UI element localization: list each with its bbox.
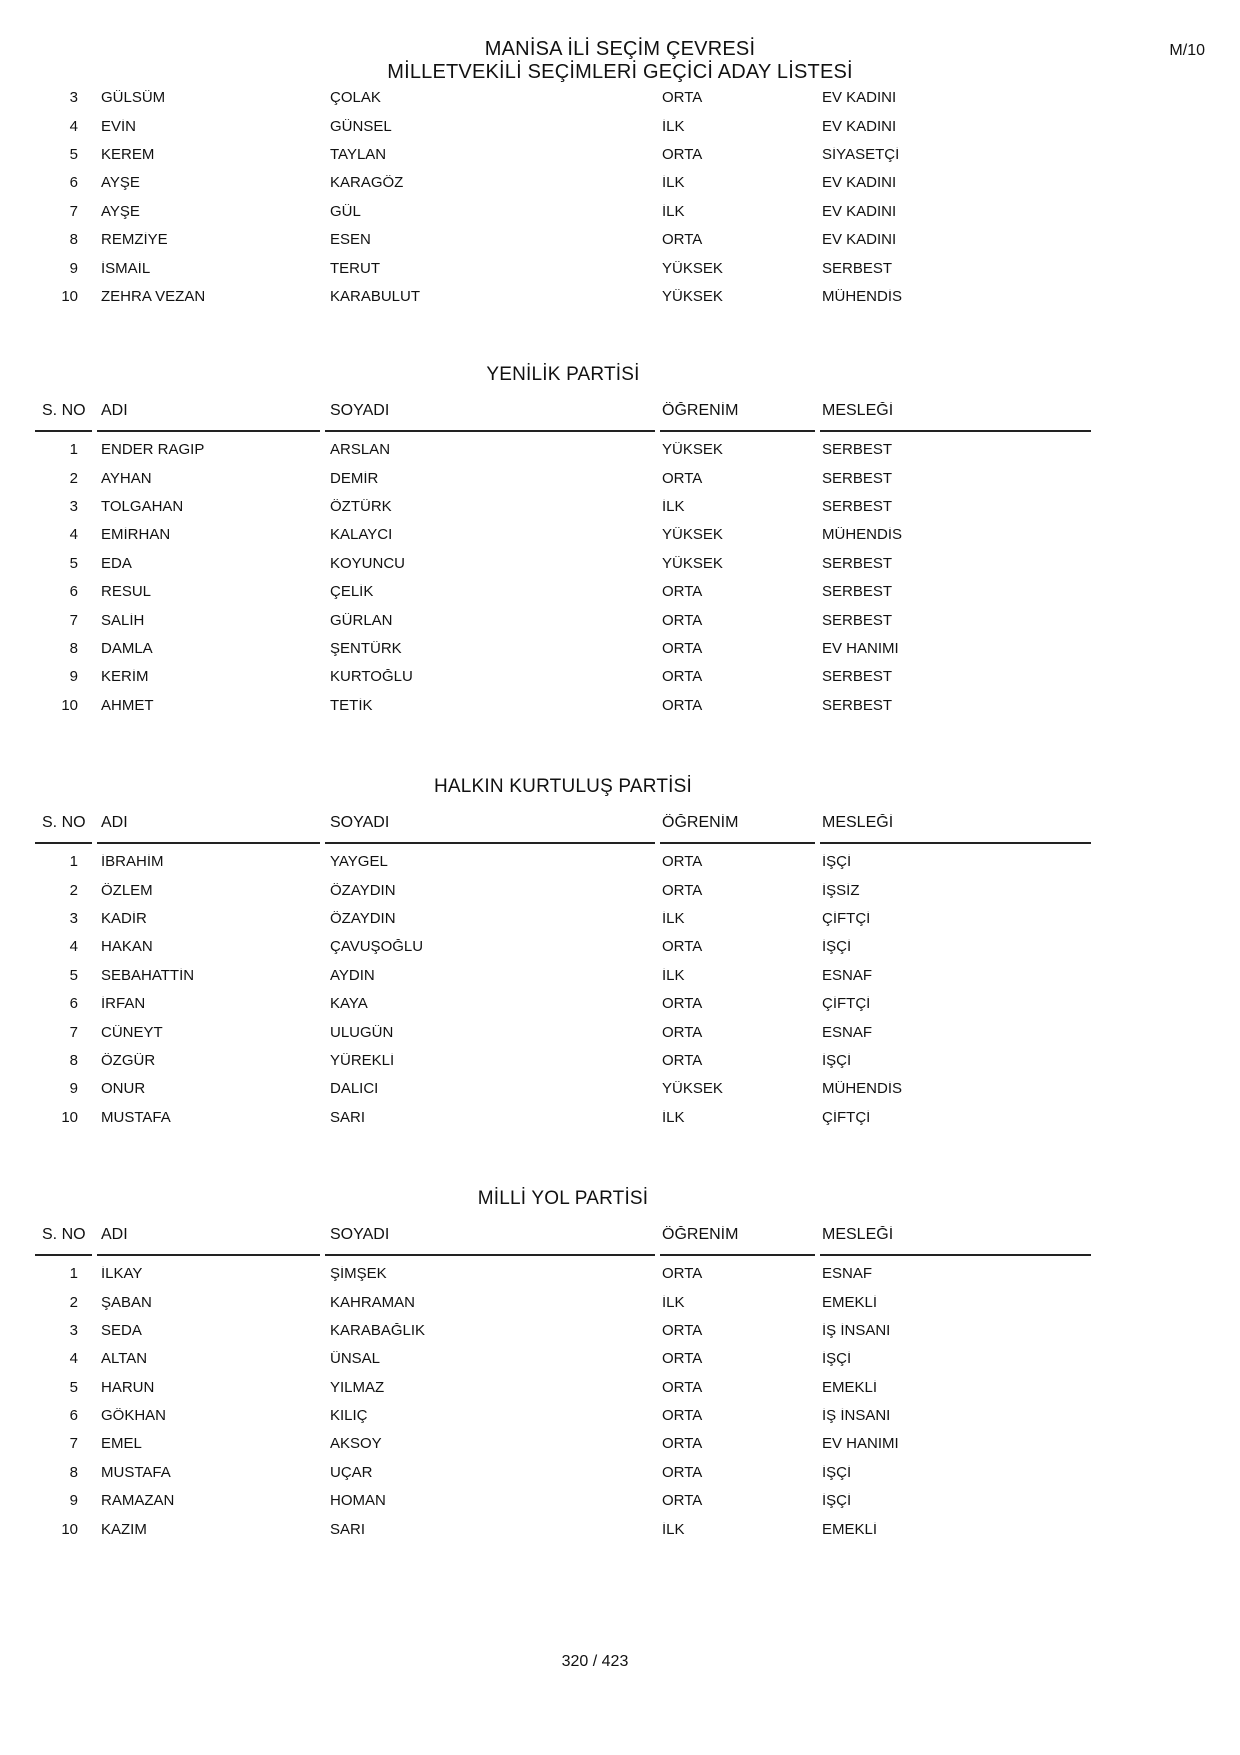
cell-adi: ÖZGÜR [101,1052,156,1069]
cell-meslegi: SERBEST [822,669,893,686]
cell-soyadi: AKSOY [330,1436,382,1453]
cell-sno: 6 [69,584,78,601]
column-header-meslegi: MESLEĞİ [820,814,1091,844]
cell-sno: 10 [61,288,78,305]
cell-sno: 2 [69,470,78,487]
cell-soyadi: SARI [330,1109,366,1126]
cell-soyadi: TERUT [330,260,380,277]
cell-ogrenim: ORTA [662,697,703,714]
cell-sno: 2 [69,882,78,899]
cell-sno: 5 [69,555,78,572]
cell-adi: MUSTAFA [101,1464,171,1481]
cell-sno: 10 [61,1521,78,1538]
cell-adi: İLKAY [101,1266,143,1283]
cell-adi: SEDA [101,1322,142,1339]
cell-adi: ONUR [101,1081,146,1098]
cell-soyadi: GÜRLAN [330,612,393,629]
cell-adi: SEBAHATTİN [101,967,195,984]
cell-ogrenim: YÜKSEK [662,442,723,459]
column-header-meslegi: MESLEĞİ [820,402,1091,432]
cell-ogrenim: ORTA [662,1024,703,1041]
table-row [35,84,1091,112]
table-row [35,1104,1091,1132]
cell-ogrenim: YÜKSEK [662,1081,723,1098]
cell-adi: AYŞE [101,175,140,192]
table-row [35,1345,1091,1373]
column-header-adi: ADI [97,402,320,432]
cell-meslegi: SERBEST [822,260,893,277]
cell-soyadi: KOYUNCU [330,555,406,572]
cell-adi: ÖZLEM [101,882,153,899]
cell-meslegi: İŞSİZ [822,882,860,899]
cell-sno: 8 [69,232,78,249]
table-row [35,1515,1091,1543]
cell-meslegi: ÇİFTÇİ [822,911,871,927]
cell-ogrenim: YÜKSEK [662,555,723,572]
party-title: HALKIN KURTULUŞ PARTİSİ [433,776,692,798]
cell-ogrenim: ORTA [662,1322,703,1339]
cell-adi: AYHAN [101,470,152,487]
cell-meslegi: SERBEST [822,470,893,487]
cell-soyadi: ÖZTÜRK [330,499,392,516]
cell-sno: 10 [61,1109,78,1126]
cell-ogrenim: ORTA [662,996,703,1013]
cell-adi: REMZİYE [101,232,168,249]
cell-meslegi: İŞÇİ [822,1493,852,1510]
cell-soyadi: ULUGÜN [330,1024,394,1041]
doc-code: M/10 [1169,42,1205,59]
cell-ogrenim: ORTA [662,854,703,871]
table-header-row [35,1226,1091,1256]
cell-meslegi: EMEKLİ [822,1294,878,1311]
cell-ogrenim: ORTA [662,641,703,658]
table-row [35,905,1091,933]
cell-soyadi: ÇAVUŞOĞLU [330,939,424,956]
cell-adi: DAMLA [101,641,153,658]
cell-ogrenim: İLK [662,499,685,516]
column-header-sno: S. NO [35,402,92,432]
cell-adi: SALİH [101,612,145,629]
cell-meslegi: ÇİFTÇİ [822,1109,871,1126]
table-body [35,436,1091,720]
cell-adi: İRFAN [101,996,146,1013]
column-header-soyadi: SOYADI [325,402,655,432]
cell-ogrenim: İLK [662,118,685,135]
cell-sno: 9 [69,669,78,686]
table-row [35,1459,1091,1487]
cell-soyadi: KARAGÖZ [330,175,404,192]
cell-meslegi: EMEKLİ [822,1379,878,1396]
table-row [35,226,1091,254]
party-section [35,777,1091,1132]
column-header-ogrenim: ÖĞRENİM [660,1226,815,1256]
cell-adi: GÖKHAN [101,1408,167,1425]
cell-soyadi: TETİK [330,697,373,714]
cell-ogrenim: ORTA [662,1052,703,1069]
cell-soyadi: KARABAĞLIK [330,1322,426,1339]
cell-meslegi: İŞÇİ [822,1351,852,1368]
cell-sno: 4 [69,1351,78,1368]
cell-sno: 1 [69,442,78,459]
cell-ogrenim: ORTA [662,146,703,163]
table-row [35,254,1091,282]
table-body [35,1260,1091,1544]
column-header-soyadi: SOYADI [325,814,655,844]
table-row [35,990,1091,1018]
party-title: MİLLİ YOL PARTİSİ [477,1187,649,1209]
cell-ogrenim: ORTA [662,1351,703,1368]
cell-adi: KEREM [101,146,155,163]
cell-sno: 8 [69,1464,78,1481]
cell-sno: 5 [69,1379,78,1396]
cell-adi: KERİM [101,669,149,686]
table-body [35,84,1091,311]
cell-soyadi: UÇAR [330,1464,373,1481]
cell-ogrenim: İLK [662,1521,685,1538]
column-header-adi: ADI [97,814,320,844]
cell-adi: EMİRHAN [101,527,171,544]
cell-sno: 3 [69,499,78,516]
table-row [35,550,1091,578]
cell-adi: AYŞE [101,203,140,220]
cell-meslegi: SERBEST [822,584,893,601]
table-header-row [35,814,1091,844]
cell-meslegi: EV KADINI [822,90,897,107]
cell-soyadi: DEMİR [330,470,379,487]
table-row [35,1018,1091,1046]
table-row [35,1374,1091,1402]
cell-meslegi: İŞ İNSANI [822,1322,891,1339]
table-row [35,436,1091,464]
cell-soyadi: GÜNSEL [330,118,392,135]
cell-adi: RESUL [101,584,152,601]
cell-ogrenim: ORTA [662,90,703,107]
cell-ogrenim: ORTA [662,1464,703,1481]
cell-meslegi: SİYASETÇİ [822,146,900,163]
cell-ogrenim: ORTA [662,232,703,249]
cell-meslegi: EV KADINI [822,232,897,249]
cell-meslegi: SERBEST [822,612,893,629]
cell-sno: 9 [69,1493,78,1510]
table-row [35,663,1091,691]
cell-sno: 7 [69,1024,78,1041]
table-row [35,283,1091,311]
cell-adi: AHMET [101,697,154,714]
table-row [35,493,1091,521]
cell-adi: CÜNEYT [101,1024,163,1041]
cell-soyadi: ÇELİK [330,584,374,601]
table-row [35,1047,1091,1075]
cell-meslegi: ESNAF [822,1024,873,1041]
cell-meslegi: EMEKLİ [822,1521,878,1538]
cell-ogrenim: ORTA [662,1408,703,1425]
table-row [35,1430,1091,1458]
cell-ogrenim: İLK [662,175,685,192]
cell-ogrenim: İLK [662,911,685,927]
cell-meslegi: MÜHENDİS [822,288,903,305]
cell-soyadi: YILMAZ [330,1379,385,1396]
cell-sno: 8 [69,641,78,658]
cell-meslegi: İŞÇİ [822,854,852,871]
cell-ogrenim: ORTA [662,1266,703,1283]
cell-sno: 4 [69,939,78,956]
party-section [35,365,1091,720]
cell-sno: 3 [69,911,78,927]
cell-ogrenim: ORTA [662,1436,703,1453]
cell-meslegi: SERBEST [822,499,893,516]
table-row [35,169,1091,197]
table-row [35,1288,1091,1316]
cell-meslegi: EV HANIMI [822,1436,899,1453]
table-header-row [35,402,1091,432]
cell-soyadi: ARSLAN [330,442,391,459]
cell-sno: 4 [69,118,78,135]
cell-ogrenim: ORTA [662,612,703,629]
column-header-meslegi: MESLEĞİ [820,1226,1091,1256]
cell-sno: 10 [61,697,78,714]
cell-adi: EDA [101,555,132,572]
cell-meslegi: İŞ İNSANI [822,1408,891,1425]
cell-soyadi: ÖZAYDIN [330,911,396,927]
cell-ogrenim: ORTA [662,669,703,686]
table-row [35,635,1091,663]
cell-sno: 5 [69,146,78,163]
cell-soyadi: SARI [330,1521,366,1538]
cell-ogrenim: İLK [662,1109,685,1126]
column-header-sno: S. NO [35,814,92,844]
cell-soyadi: AYDIN [330,967,375,984]
cell-soyadi: KURTOĞLU [330,669,413,686]
party-title: YENİLİK PARTİSİ [486,364,640,386]
cell-adi: İSMAİL [101,260,151,277]
cell-adi: RAMAZAN [101,1493,175,1510]
cell-sno: 1 [69,854,78,871]
cell-meslegi: İŞÇİ [822,1052,852,1069]
cell-meslegi: EV KADINI [822,175,897,192]
cell-ogrenim: ORTA [662,470,703,487]
party-section [35,1189,1091,1544]
cell-adi: HARUN [101,1379,155,1396]
cell-adi: EMEL [101,1436,142,1453]
table-row [35,1402,1091,1430]
cell-adi: ENDER RAGIP [101,442,205,459]
cell-soyadi: KARABULUT [330,288,421,305]
column-header-ogrenim: ÖĞRENİM [660,402,815,432]
table-row [35,1317,1091,1345]
page-footer: 320 / 423 [561,1653,629,1670]
table-row [35,112,1091,140]
column-header-sno: S. NO [35,1226,92,1256]
cell-adi: ALTAN [101,1351,148,1368]
cell-adi: ZEHRA VEZAN [101,288,206,305]
cell-sno: 4 [69,527,78,544]
cell-adi: KADİR [101,911,147,927]
cell-sno: 6 [69,996,78,1013]
table-row [35,848,1091,876]
cell-meslegi: SERBEST [822,555,893,572]
cell-sno: 6 [69,175,78,192]
cell-adi: MUSTAFA [101,1109,171,1126]
cell-sno: 7 [69,612,78,629]
cell-sno: 3 [69,1322,78,1339]
cell-adi: KAZIM [101,1521,147,1538]
cell-soyadi: YÜREKLİ [330,1052,395,1069]
candidate-tables [35,84,1091,1544]
cell-meslegi: ESNAF [822,967,873,984]
cell-ogrenim: ORTA [662,584,703,601]
table-row [35,933,1091,961]
cell-meslegi: SERBEST [822,442,893,459]
cell-meslegi: EV KADINI [822,118,897,135]
cell-meslegi: ESNAF [822,1266,873,1283]
cell-sno: 2 [69,1294,78,1311]
cell-soyadi: KAYA [330,996,368,1013]
cell-adi: ŞABAN [101,1294,152,1311]
cell-ogrenim: İLK [662,967,685,984]
cell-meslegi: MÜHENDİS [822,1081,903,1098]
table-row [35,465,1091,493]
cell-sno: 5 [69,967,78,984]
cell-ogrenim: ORTA [662,882,703,899]
cell-adi: TOLGAHAN [101,499,184,516]
table-body [35,848,1091,1132]
table-row [35,876,1091,904]
cell-meslegi: EV HANIMI [822,641,899,658]
cell-soyadi: ÜNSAL [330,1351,381,1368]
table-row [35,962,1091,990]
table-row [35,1075,1091,1103]
cell-soyadi: KALAYCI [330,527,393,544]
table-row [35,606,1091,634]
cell-ogrenim: İLK [662,1294,685,1311]
column-header-adi: ADI [97,1226,320,1256]
cell-sno: 3 [69,90,78,107]
cell-soyadi: KAHRAMAN [330,1294,416,1311]
party-section [35,84,1091,311]
cell-meslegi: MÜHENDİS [822,527,903,544]
table-row [35,521,1091,549]
cell-sno: 6 [69,1408,78,1425]
cell-meslegi: İŞÇİ [822,939,852,956]
cell-meslegi: EV KADINI [822,203,897,220]
cell-ogrenim: YÜKSEK [662,288,723,305]
cell-ogrenim: YÜKSEK [662,260,723,277]
cell-meslegi: ÇİFTÇİ [822,996,871,1013]
table-row [35,692,1091,720]
table-row [35,141,1091,169]
cell-soyadi: GÜL [330,203,361,220]
cell-adi: İBRAHİM [101,854,164,871]
table-row [35,1487,1091,1515]
cell-adi: GÜLSÜM [101,90,166,107]
cell-sno: 1 [69,1266,78,1283]
cell-sno: 9 [69,1081,78,1098]
cell-sno: 7 [69,203,78,220]
page-title [0,0,1240,84]
cell-soyadi: YAYGEL [330,854,388,871]
cell-ogrenim: YÜKSEK [662,527,723,544]
page-title-line1: MANİSA İLİ SEÇİM ÇEVRESİ [484,38,756,60]
column-header-ogrenim: ÖĞRENİM [660,814,815,844]
cell-meslegi: SERBEST [822,697,893,714]
cell-soyadi: HOMAN [330,1493,386,1510]
cell-soyadi: ŞİMŞEK [330,1266,387,1283]
cell-soyadi: DALICI [330,1081,379,1098]
cell-ogrenim: ORTA [662,1379,703,1396]
cell-sno: 8 [69,1052,78,1069]
table-row [35,1260,1091,1288]
cell-soyadi: KILIÇ [330,1408,368,1425]
cell-soyadi: ÖZAYDIN [330,882,396,899]
cell-soyadi: TAYLAN [330,146,387,163]
cell-soyadi: ŞENTÜRK [330,641,402,658]
cell-ogrenim: ORTA [662,939,703,956]
cell-meslegi: İŞÇİ [822,1464,852,1481]
cell-soyadi: ÇOLAK [330,90,381,107]
column-header-soyadi: SOYADI [325,1226,655,1256]
table-row [35,198,1091,226]
cell-sno: 7 [69,1436,78,1453]
cell-ogrenim: ORTA [662,1493,703,1510]
table-row [35,578,1091,606]
page-title-line2: MİLLETVEKİLİ SEÇİMLERİ GEÇİCİ ADAY LİSTESİ [387,61,853,83]
cell-ogrenim: İLK [662,203,685,220]
cell-soyadi: ESEN [330,232,371,249]
cell-sno: 9 [69,260,78,277]
cell-adi: HAKAN [101,939,153,956]
cell-adi: EVİN [101,118,137,135]
